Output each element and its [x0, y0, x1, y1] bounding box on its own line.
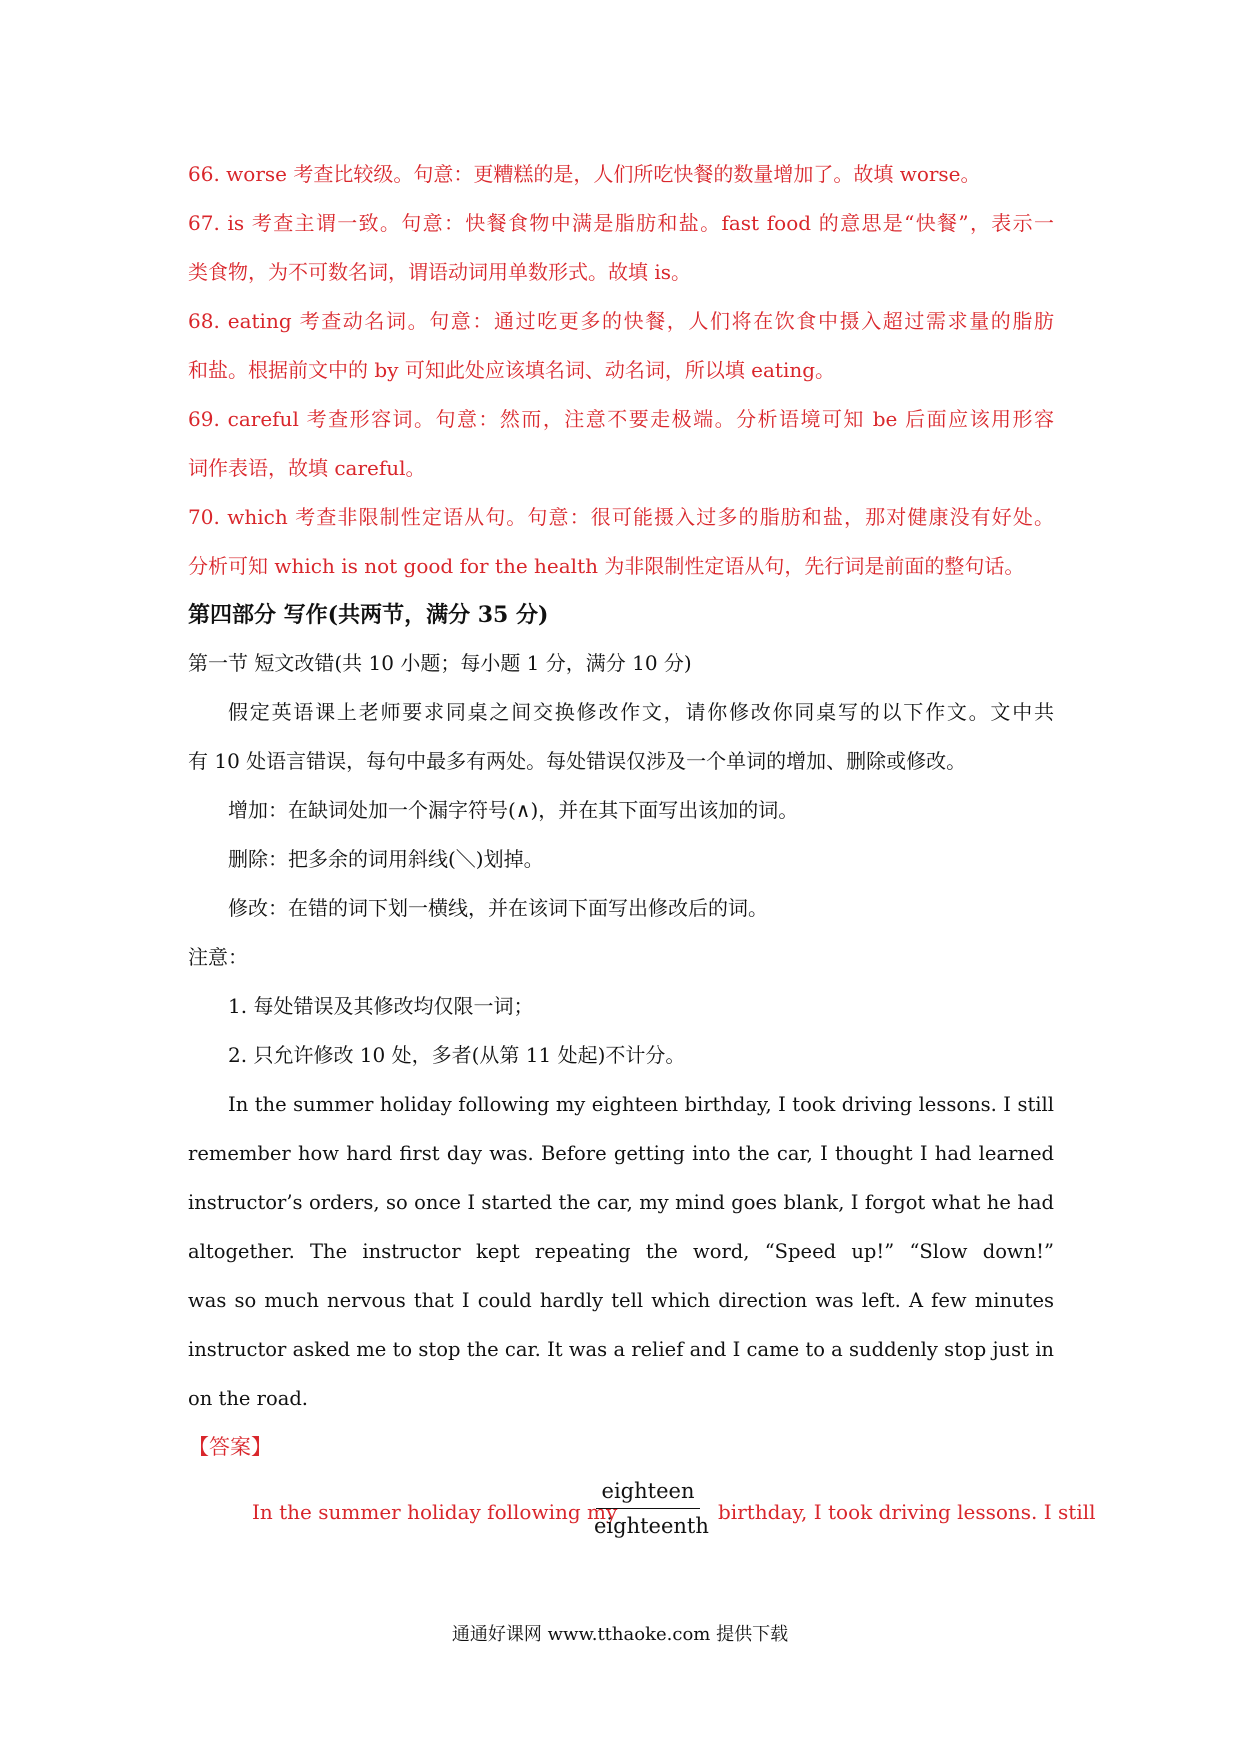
rule-delete: 删除：把多余的词用斜线(＼)划掉。	[228, 847, 544, 871]
document-body	[188, 150, 1096, 1550]
passage-line-4: altogether. The instructor kept repeating the word, “Speed up!” “Slow down!”	[188, 1240, 1054, 1263]
passage	[188, 1080, 1054, 1423]
page-footer: 通通好课网 www.tthaoke.com 提供下载	[451, 1624, 789, 1645]
answer-67-line-2: 类食物，为不可数名词，谓语动词用单数形式。故填 is。	[188, 260, 692, 284]
note-2: 2. 只允许修改 10 处，多者(从第 11 处起)不计分。	[228, 1043, 686, 1067]
answer-line-right: birthday, I took driving lessons. I still	[718, 1500, 1096, 1524]
passage-line-3: instructor’s orders, so once I started the car, my mind goes blank, I forgot what he had	[188, 1191, 1054, 1214]
rule-add: 增加：在缺词处加一个漏字符号(∧)，并在其下面写出该加的词。	[228, 798, 799, 822]
passage-line-2: remember how hard first day was. Before getting into the car, I thought I had learned	[188, 1142, 1054, 1165]
answer-69-line-2: 词作表语，故填 careful。	[188, 456, 426, 480]
answer-correction-line	[188, 1474, 1096, 1550]
answer-69-line-1: 69. careful 考查形容词。句意：然而，注意不要走极端。分析语境可知 be 后面应该用形容	[188, 407, 1054, 431]
answer-explanations	[188, 150, 1054, 591]
answer-line-left: In the summer holiday following my	[252, 1500, 618, 1524]
instruction-line-2: 有 10 处语言错误，每句中最多有两处。每处错误仅涉及一个单词的增加、删除或修改。	[188, 749, 967, 773]
note-1: 1. 每处错误及其修改均仅限一词；	[228, 994, 534, 1018]
passage-line-6: instructor asked me to stop the car. It was a relief and I came to a suddenly stop just in	[188, 1338, 1054, 1361]
answer-70-line-1: 70. which 考查非限制性定语从句。句意：很可能摄入过多的脂肪和盐，那对健康没有好处。	[188, 505, 1054, 529]
section1-title: 第一节 短文改错(共 10 小题；每小题 1 分，满分 10 分)	[188, 651, 692, 675]
part4-heading: 第四部分 写作(共两节，满分 35 分)	[188, 602, 549, 628]
correct-word: eighteenth	[594, 1514, 709, 1538]
answer-label: 【答案】	[188, 1435, 272, 1459]
note-label: 注意：	[188, 945, 248, 969]
answer-68-line-2: 和盐。根据前文中的 by 可知此处应该填名词、动名词，所以填 eating。	[188, 358, 836, 382]
passage-line-5: was so much nervous that I could hardly tell which direction was left. A few minutes	[188, 1289, 1054, 1312]
answer-68-line-1: 68. eating 考查动名词。句意：通过吃更多的快餐，人们将在饮食中摄入超过需求量的脂肪	[188, 309, 1054, 333]
answer-66-line-1: 66. worse 考查比较级。句意：更糟糕的是，人们所吃快餐的数量增加了。故填 worse。	[188, 162, 981, 186]
wrong-word: eighteen	[601, 1479, 695, 1503]
instruction-line-1: 假定英语课上老师要求同桌之间交换修改作文，请你修改你同桌写的以下作文。文中共	[228, 700, 1054, 724]
passage-line-1: In the summer holiday following my eighteen birthday, I took driving lessons. I still	[228, 1093, 1054, 1116]
passage-line-7: on the road.	[188, 1387, 308, 1410]
answer-70-line-2: 分析可知 which is not good for the health 为非限制性定语从句，先行词是前面的整句话。	[188, 554, 1025, 578]
answer-67-line-1: 67. is 考查主谓一致。句意：快餐食物中满是脂肪和盐。fast food 的意思是“快餐”，表示一	[188, 211, 1054, 235]
rule-modify: 修改：在错的词下划一横线，并在该词下面写出修改后的词。	[228, 896, 768, 920]
correction-mark	[594, 1474, 709, 1543]
